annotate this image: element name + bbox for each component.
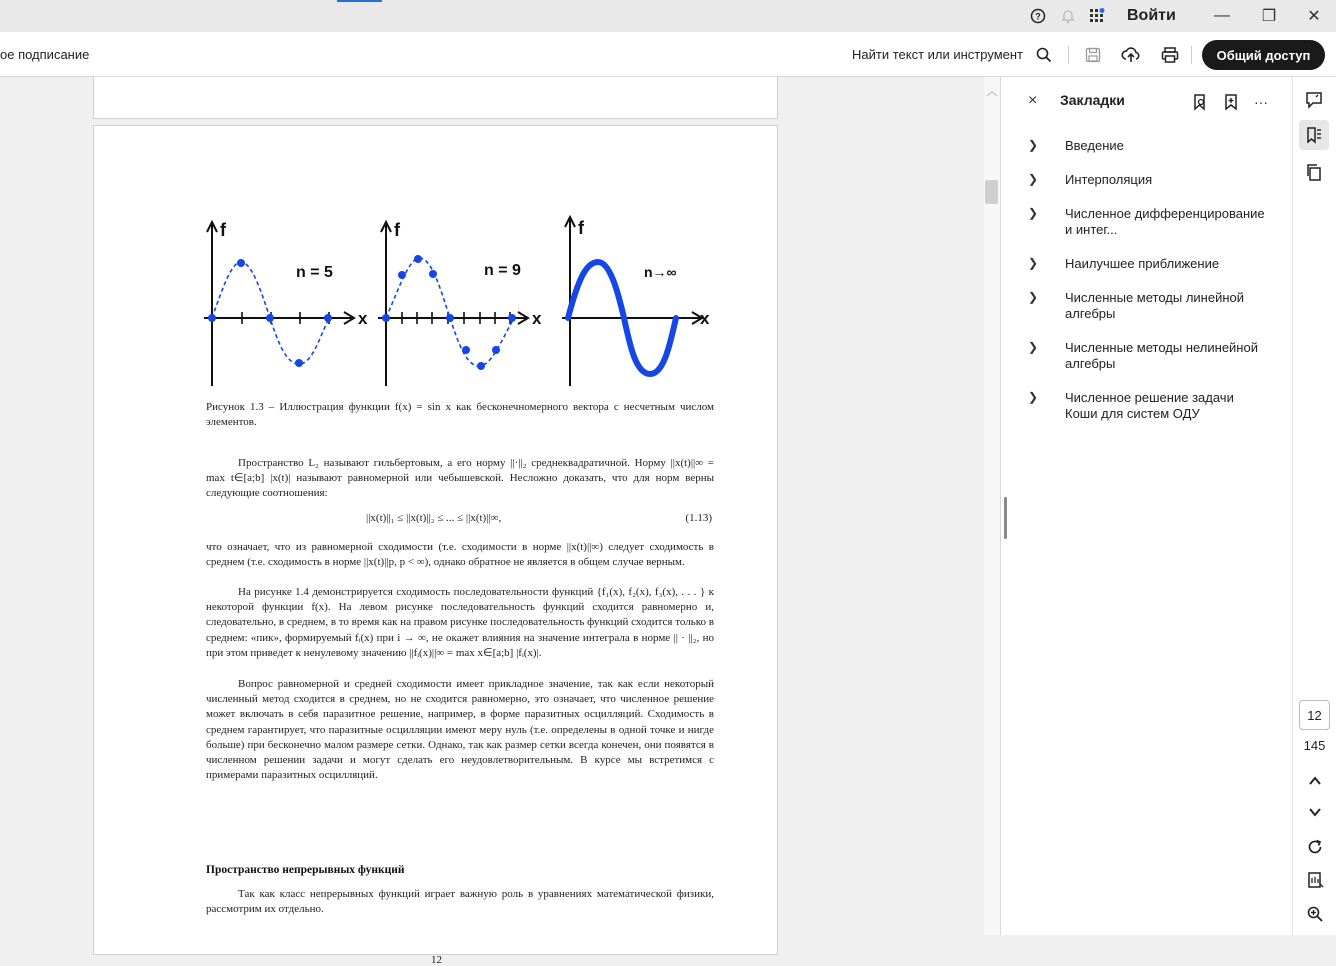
login-button[interactable]: Войти [1127, 7, 1176, 24]
x-axis-label: x [700, 309, 710, 328]
figure-panel-n5 [204, 220, 368, 386]
current-page-input[interactable]: 12 [1299, 700, 1330, 730]
previous-page [93, 77, 778, 119]
zoom-in-icon[interactable] [1303, 902, 1327, 926]
scrollbar-thumb[interactable] [985, 180, 998, 204]
paragraph-figure-1-4: На рисунке 1.4 демонстрируется сходимость последовательности функций {f₁(x), f₂(x), f₃(x), . . . } к некоторой функции f(x). На левом рисунке последовательность функций сходится равномерно и, следовательно, в среднем, в то время как на правом рисунке последовательность функций сходится только в среднем: «пик», формируемый fᵢ(x) при i → ∞, не окажет влияния на значение интеграла в норме || · ||₂, но при этом приведет к ненулевому значению ||fᵢ(x)||∞ = max x∈[a;b] |fᵢ(x)|. [206, 586, 714, 659]
bookmark-label[interactable]: Численное решение задачи Коши для систем ОДУ [1065, 390, 1234, 421]
chevron-right-icon[interactable]: ❯ [1028, 390, 1039, 404]
chevron-right-icon[interactable]: ❯ [1028, 138, 1039, 152]
copy-pages-icon[interactable] [1302, 160, 1326, 184]
comment-icon[interactable] [1302, 88, 1326, 112]
find-tool-label[interactable]: Найти текст или инструмент [852, 47, 1023, 62]
minimize-button[interactable]: — [1214, 7, 1230, 24]
add-bookmark-icon[interactable] [1221, 92, 1241, 112]
document-scrollbar[interactable] [984, 77, 1000, 935]
previous-page-button[interactable] [1303, 769, 1327, 793]
equation-body: ||x(t)||₁ ≤ ||x(t)||₂ ≤ ... ≤ ||x(t)||∞, [366, 512, 502, 524]
figure-panel-ninf [562, 217, 710, 386]
close-panel-button[interactable]: × [1028, 92, 1038, 109]
title-bar [0, 0, 1336, 32]
f-axis-label: f [578, 218, 584, 238]
x-axis-label: x [532, 309, 542, 328]
svg-text:?: ? [1035, 11, 1041, 22]
bookmark-label[interactable]: Численные методы нелинейной алгебры [1065, 340, 1258, 371]
page-number: 12 [431, 954, 442, 966]
paragraph-uniform-mean: Вопрос равномерной и средней сходимости имеет прикладное значение, так как если некоторый численный метод сходится в среднем, но не сходится равномерно, это означает, что численное решение может включать в себя паразитное решение, например, в форме паразитных осцилляций. Сходимость в среднем гарантирует, что паразитные осцилляции имеют меру нуль (т.е. определены в одной точке и нигде больше) при бесконечно малом размере сетки. Однако, так как размер сетки всегда конечен, они появятся в численном решении задачи и могут сделать его неудовлетворительным. В курсе мы встретимся с примерами паразитных осцилляций. [206, 678, 714, 782]
chevron-right-icon[interactable]: ❯ [1028, 256, 1039, 270]
bookmark-label[interactable]: Введение [1065, 138, 1124, 153]
share-button[interactable]: Общий доступ [1202, 40, 1325, 70]
bookmark-label[interactable]: Наилучшее приближение [1065, 256, 1220, 271]
paragraph-l2-space: Пространство L₂ называют гильбертовым, а его норму ||·||₂ среднеквадратичной. Норму ||x(t)||∞ = max t∈[a;b] |x(t)| называют равномерной или чебышевской. Несложно доказать, что для норм верны следующие соотношения: [206, 457, 714, 500]
help-circle-icon[interactable] [1029, 7, 1047, 25]
apps-grid-icon[interactable] [1088, 7, 1106, 25]
save-icon[interactable] [1082, 44, 1104, 66]
paragraph-continuous-functions: Так как класс непрерывных функций играет важную роль в уравнениях математической физики, рассмотрим их отдельно. [206, 888, 714, 916]
panel-resize-handle[interactable] [1004, 497, 1007, 539]
chevron-right-icon[interactable]: ❯ [1028, 172, 1039, 186]
more-options-icon[interactable]: ··· [1254, 94, 1268, 110]
equation-number: (1.13) [685, 512, 712, 524]
cloud-upload-icon[interactable] [1120, 44, 1142, 66]
f-axis-label: f [220, 220, 226, 240]
toolbar-divider [1191, 46, 1192, 64]
equation-1-13 [206, 512, 714, 528]
document-viewer[interactable] [0, 77, 984, 966]
document-page [93, 125, 778, 966]
rotate-icon[interactable] [1303, 835, 1327, 859]
signature-tool-label[interactable]: ое подписание [0, 47, 90, 62]
paragraph-convergence: что означает, что из равномерной сходимости (т.е. сходимости в норме ||x(t)||∞) следует сходимость в среднем (т.е. сходимость в норме ||x(t)||p, p < ∞), однако обратное не является в общем случае верным. [206, 541, 714, 569]
n5-label: n = 5 [296, 264, 333, 281]
section-heading: Пространство непрерывных функций [206, 864, 405, 876]
page-layout-icon[interactable] [1303, 868, 1327, 892]
close-window-button[interactable]: ✕ [1307, 8, 1321, 25]
chevron-right-icon[interactable]: ❯ [1028, 206, 1039, 220]
bookmarks-panel-icon[interactable] [1299, 120, 1329, 150]
f-axis-label: f [394, 220, 400, 240]
bookmarks-title: Закладки [1060, 92, 1125, 108]
x-axis-label: x [358, 309, 368, 328]
printer-icon[interactable] [1159, 44, 1181, 66]
chevron-right-icon[interactable]: ❯ [1028, 290, 1039, 304]
next-page-button[interactable] [1303, 800, 1327, 824]
main-toolbar [0, 32, 1336, 77]
scroll-up-icon[interactable]: ︿ [987, 87, 997, 98]
restore-button[interactable]: ❐ [1261, 8, 1277, 25]
n9-label: n = 9 [484, 262, 521, 279]
figure-panel-n9 [378, 220, 542, 386]
chevron-right-icon[interactable]: ❯ [1028, 340, 1039, 354]
figure-caption: Рисунок 1.3 – Иллюстрация функции f(x) = sin x как бесконечномерного вектора с несчетным числом элементов. [206, 401, 714, 428]
bell-icon[interactable] [1059, 7, 1077, 25]
sine-illustration-figure [204, 214, 714, 394]
bookmark-search-icon[interactable] [1190, 92, 1210, 112]
bookmark-label[interactable]: Численные методы линейной алгебры [1065, 290, 1245, 321]
total-pages: 145 [1303, 738, 1326, 753]
ninf-label: n→∞ [644, 264, 677, 280]
bookmark-label[interactable]: Численное дифференцирование и интег... [1065, 206, 1265, 237]
search-icon[interactable] [1033, 44, 1055, 66]
toolbar-divider [1068, 46, 1069, 64]
bookmark-label[interactable]: Интерполяция [1065, 172, 1153, 187]
active-tab-indicator [337, 0, 382, 2]
